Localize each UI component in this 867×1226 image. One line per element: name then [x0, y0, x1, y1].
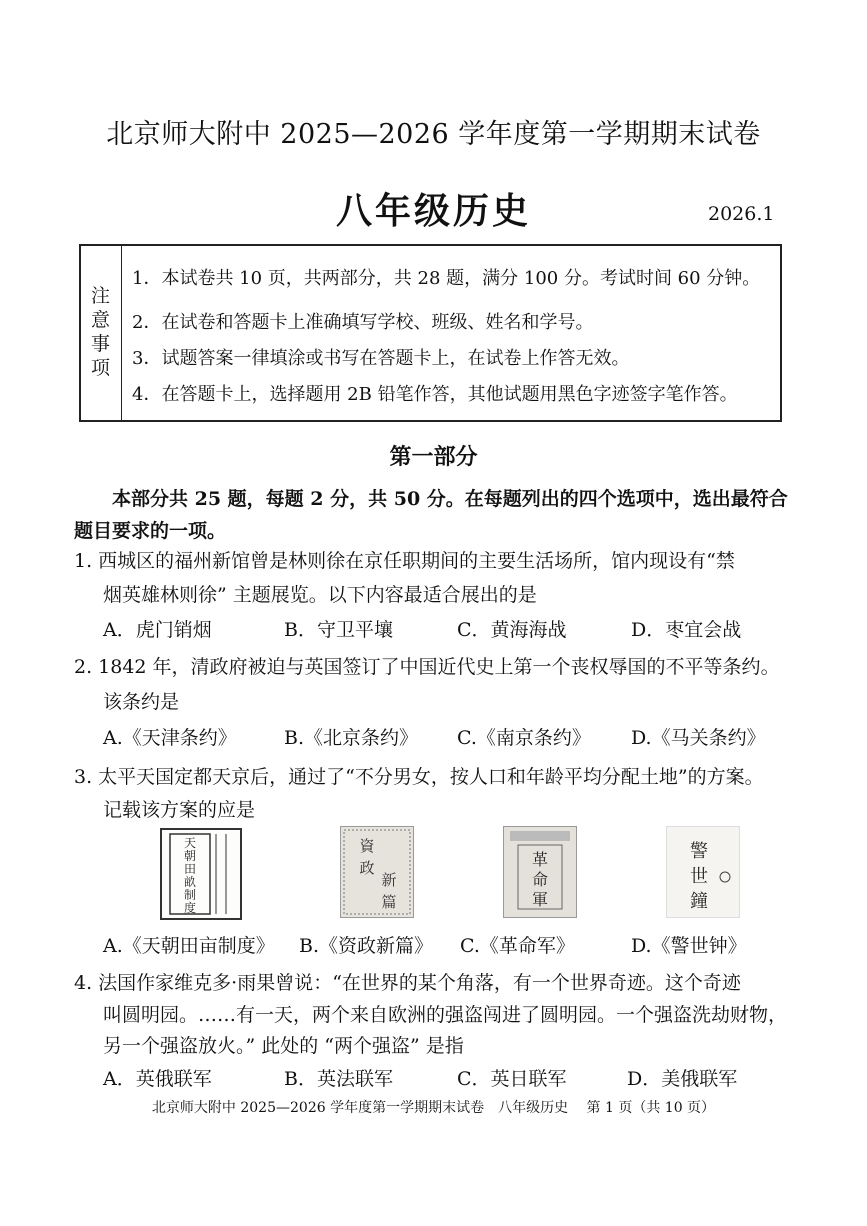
question-1-option-b: B．守卫平壤: [284, 619, 393, 641]
subject-title: 八年级历史: [335, 190, 531, 232]
question-1-line1: 1. 西城区的福州新馆曾是林则徐在京任职期间的主要生活场所，馆内现设有“禁: [74, 550, 735, 572]
book-cover-jingshizhong-graphic: [667, 827, 739, 917]
svg-text:命: 命: [531, 870, 549, 889]
question-2-option-d: D.《马关条约》: [631, 727, 766, 749]
section-title: 第一部分: [389, 444, 478, 470]
book-cover-gemingjun-graphic: [504, 827, 576, 917]
notice-label-cell: [81, 246, 122, 420]
question-2-line2: 该条约是: [103, 691, 180, 713]
section-intro-line2: 题目要求的一项。: [74, 520, 227, 542]
book-cover-zizheng-graphic: [341, 827, 413, 917]
question-4-line1: 4. 法国作家维克多·雨果曾说：“在世界的某个角落，有一个世界奇迹。这个奇迹: [74, 972, 741, 994]
question-4-option-a: A．英俄联军: [103, 1068, 212, 1090]
question-3-option-b: B.《资政新篇》: [299, 935, 434, 957]
notice-item-3: 3．试题答案一律填涂或书写在答题卡上，在试卷上作答无效。: [132, 348, 630, 369]
svg-text:政: 政: [359, 859, 375, 877]
notice-item-4: 4．在答题卡上，选择题用 2B 铅笔作答，其他试题用黑色字迹签字笔作答。: [132, 384, 738, 405]
book-cover-jingshizhong-icon: [666, 826, 740, 918]
notice-item-1: 1．本试卷共 10 页，共两部分，共 28 题，满分 100 分。考试时间 60 分钟。: [132, 268, 761, 289]
section-intro-line1: 本部分共 25 题，每题 2 分，共 50 分。在每题列出的四个选项中，选出最符合: [112, 488, 788, 510]
question-2-option-c: C.《南京条约》: [457, 727, 591, 749]
question-4-line2: 叫圆明园。……有一天，两个来自欧洲的强盗闯进了圆明园。一个强盗洗劫财物，: [103, 1004, 788, 1026]
notice-item-2: 2．在试卷和答题卡上准确填写学校、班级、姓名和学号。: [132, 312, 594, 333]
svg-text:朝: 朝: [183, 849, 197, 863]
question-2-option-b: B.《北京条约》: [284, 727, 419, 749]
question-3-option-a: A.《天朝田亩制度》: [103, 935, 275, 957]
book-cover-tianchao-icon: [160, 828, 242, 920]
book-cover-gemingjun-icon: [503, 826, 577, 918]
question-4-line3: 另一个强盗放火。” 此处的 “两个强盗” 是指: [103, 1035, 464, 1057]
svg-text:革: 革: [531, 850, 549, 869]
question-2-option-a: A.《天津条约》: [103, 727, 237, 749]
question-4-option-b: B．英法联军: [284, 1068, 393, 1090]
svg-text:資: 資: [359, 837, 375, 855]
book-cover-tianchao-graphic: [162, 830, 240, 918]
page-footer: 北京师大附中 2025—2026 学年度第一学期期末试卷 八年级历史 第 1 页（共 10 页）: [151, 1100, 716, 1116]
svg-text:制: 制: [183, 888, 197, 902]
question-3-line2: 记载该方案的应是: [103, 799, 256, 821]
question-1-option-d: D．枣宜会战: [631, 619, 742, 641]
question-1-line2: 烟英雄林则徐” 主题展览。以下内容最适合展出的是: [103, 584, 537, 606]
question-4-option-c: C．英日联军: [457, 1068, 567, 1090]
svg-text:鐘: 鐘: [690, 891, 708, 912]
svg-text:篇: 篇: [381, 893, 397, 911]
svg-text:軍: 軍: [531, 890, 549, 909]
svg-text:田: 田: [183, 862, 197, 876]
svg-text:度: 度: [183, 901, 197, 915]
question-4-option-d: D．美俄联军: [627, 1068, 738, 1090]
svg-text:天: 天: [183, 836, 197, 850]
question-2-line1: 2. 1842 年，清政府被迫与英国签订了中国近代史上第一个丧权辱国的不平等条约。: [74, 656, 780, 678]
svg-text:畝: 畝: [183, 875, 197, 889]
question-1-option-a: A．虎门销烟: [103, 619, 212, 641]
question-1-option-c: C．黄海海战: [457, 619, 567, 641]
book-cover-zizheng-icon: [340, 826, 414, 918]
question-3-option-c: C.《革命军》: [460, 935, 575, 957]
exam-date: 2026.1: [708, 203, 775, 225]
question-3-option-d: D.《警世钟》: [631, 935, 747, 957]
svg-text:新: 新: [381, 871, 397, 889]
question-3-line1: 3. 太平天国定都天京后，通过了“不分男女，按人口和年龄平均分配土地”的方案。: [74, 766, 764, 788]
notice-label: 注意事项: [91, 285, 111, 379]
svg-text:警: 警: [690, 841, 708, 862]
exam-title: 北京师大附中 2025—2026 学年度第一学期期末试卷: [106, 119, 761, 150]
svg-text:世: 世: [690, 866, 708, 887]
